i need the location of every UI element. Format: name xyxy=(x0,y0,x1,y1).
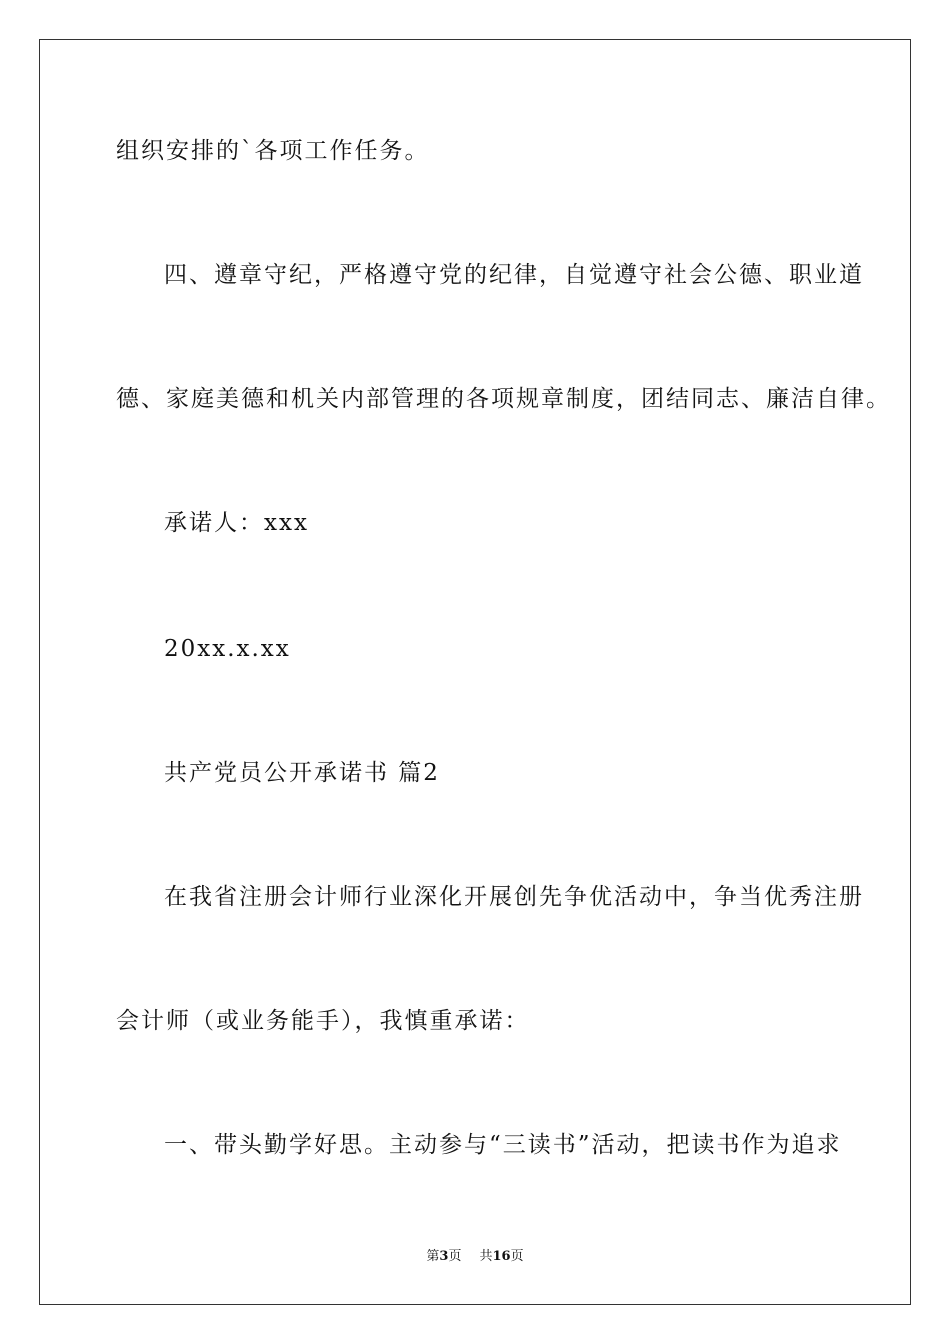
body-line-4: 在我省注册会计师行业深化开展创先争优活动中，争当优秀注册 xyxy=(164,884,864,910)
signatory-line: 承诺人：xxx xyxy=(164,510,309,536)
footer-page-suffix: 页 xyxy=(448,1249,462,1264)
page-border xyxy=(39,39,911,1305)
body-line-2: 四、遵章守纪，严格遵守党的纪律，自觉遵守社会公德、职业道 xyxy=(164,262,864,288)
body-line-1: 组织安排的`各项工作任务。 xyxy=(116,138,430,164)
footer-total-pages: 16 xyxy=(492,1249,511,1264)
footer-page-prefix: 第 xyxy=(426,1249,440,1264)
page-footer xyxy=(0,1248,950,1266)
body-line-6: 一、带头勤学好思。主动参与“三读书”活动，把读书作为追求 xyxy=(164,1132,842,1158)
body-line-3: 德、家庭美德和机关内部管理的各项规章制度，团结同志、廉洁自律。 xyxy=(116,386,891,412)
date-line: 20xx.x.xx xyxy=(164,636,291,662)
footer-page-number: 3 xyxy=(439,1249,449,1264)
body-line-5: 会计师（或业务能手），我慎重承诺： xyxy=(116,1008,530,1034)
footer-total-prefix: 共 xyxy=(479,1249,493,1264)
section-heading: 共产党员公开承诺书 篇2 xyxy=(164,760,440,786)
footer-total-suffix: 页 xyxy=(510,1249,524,1264)
